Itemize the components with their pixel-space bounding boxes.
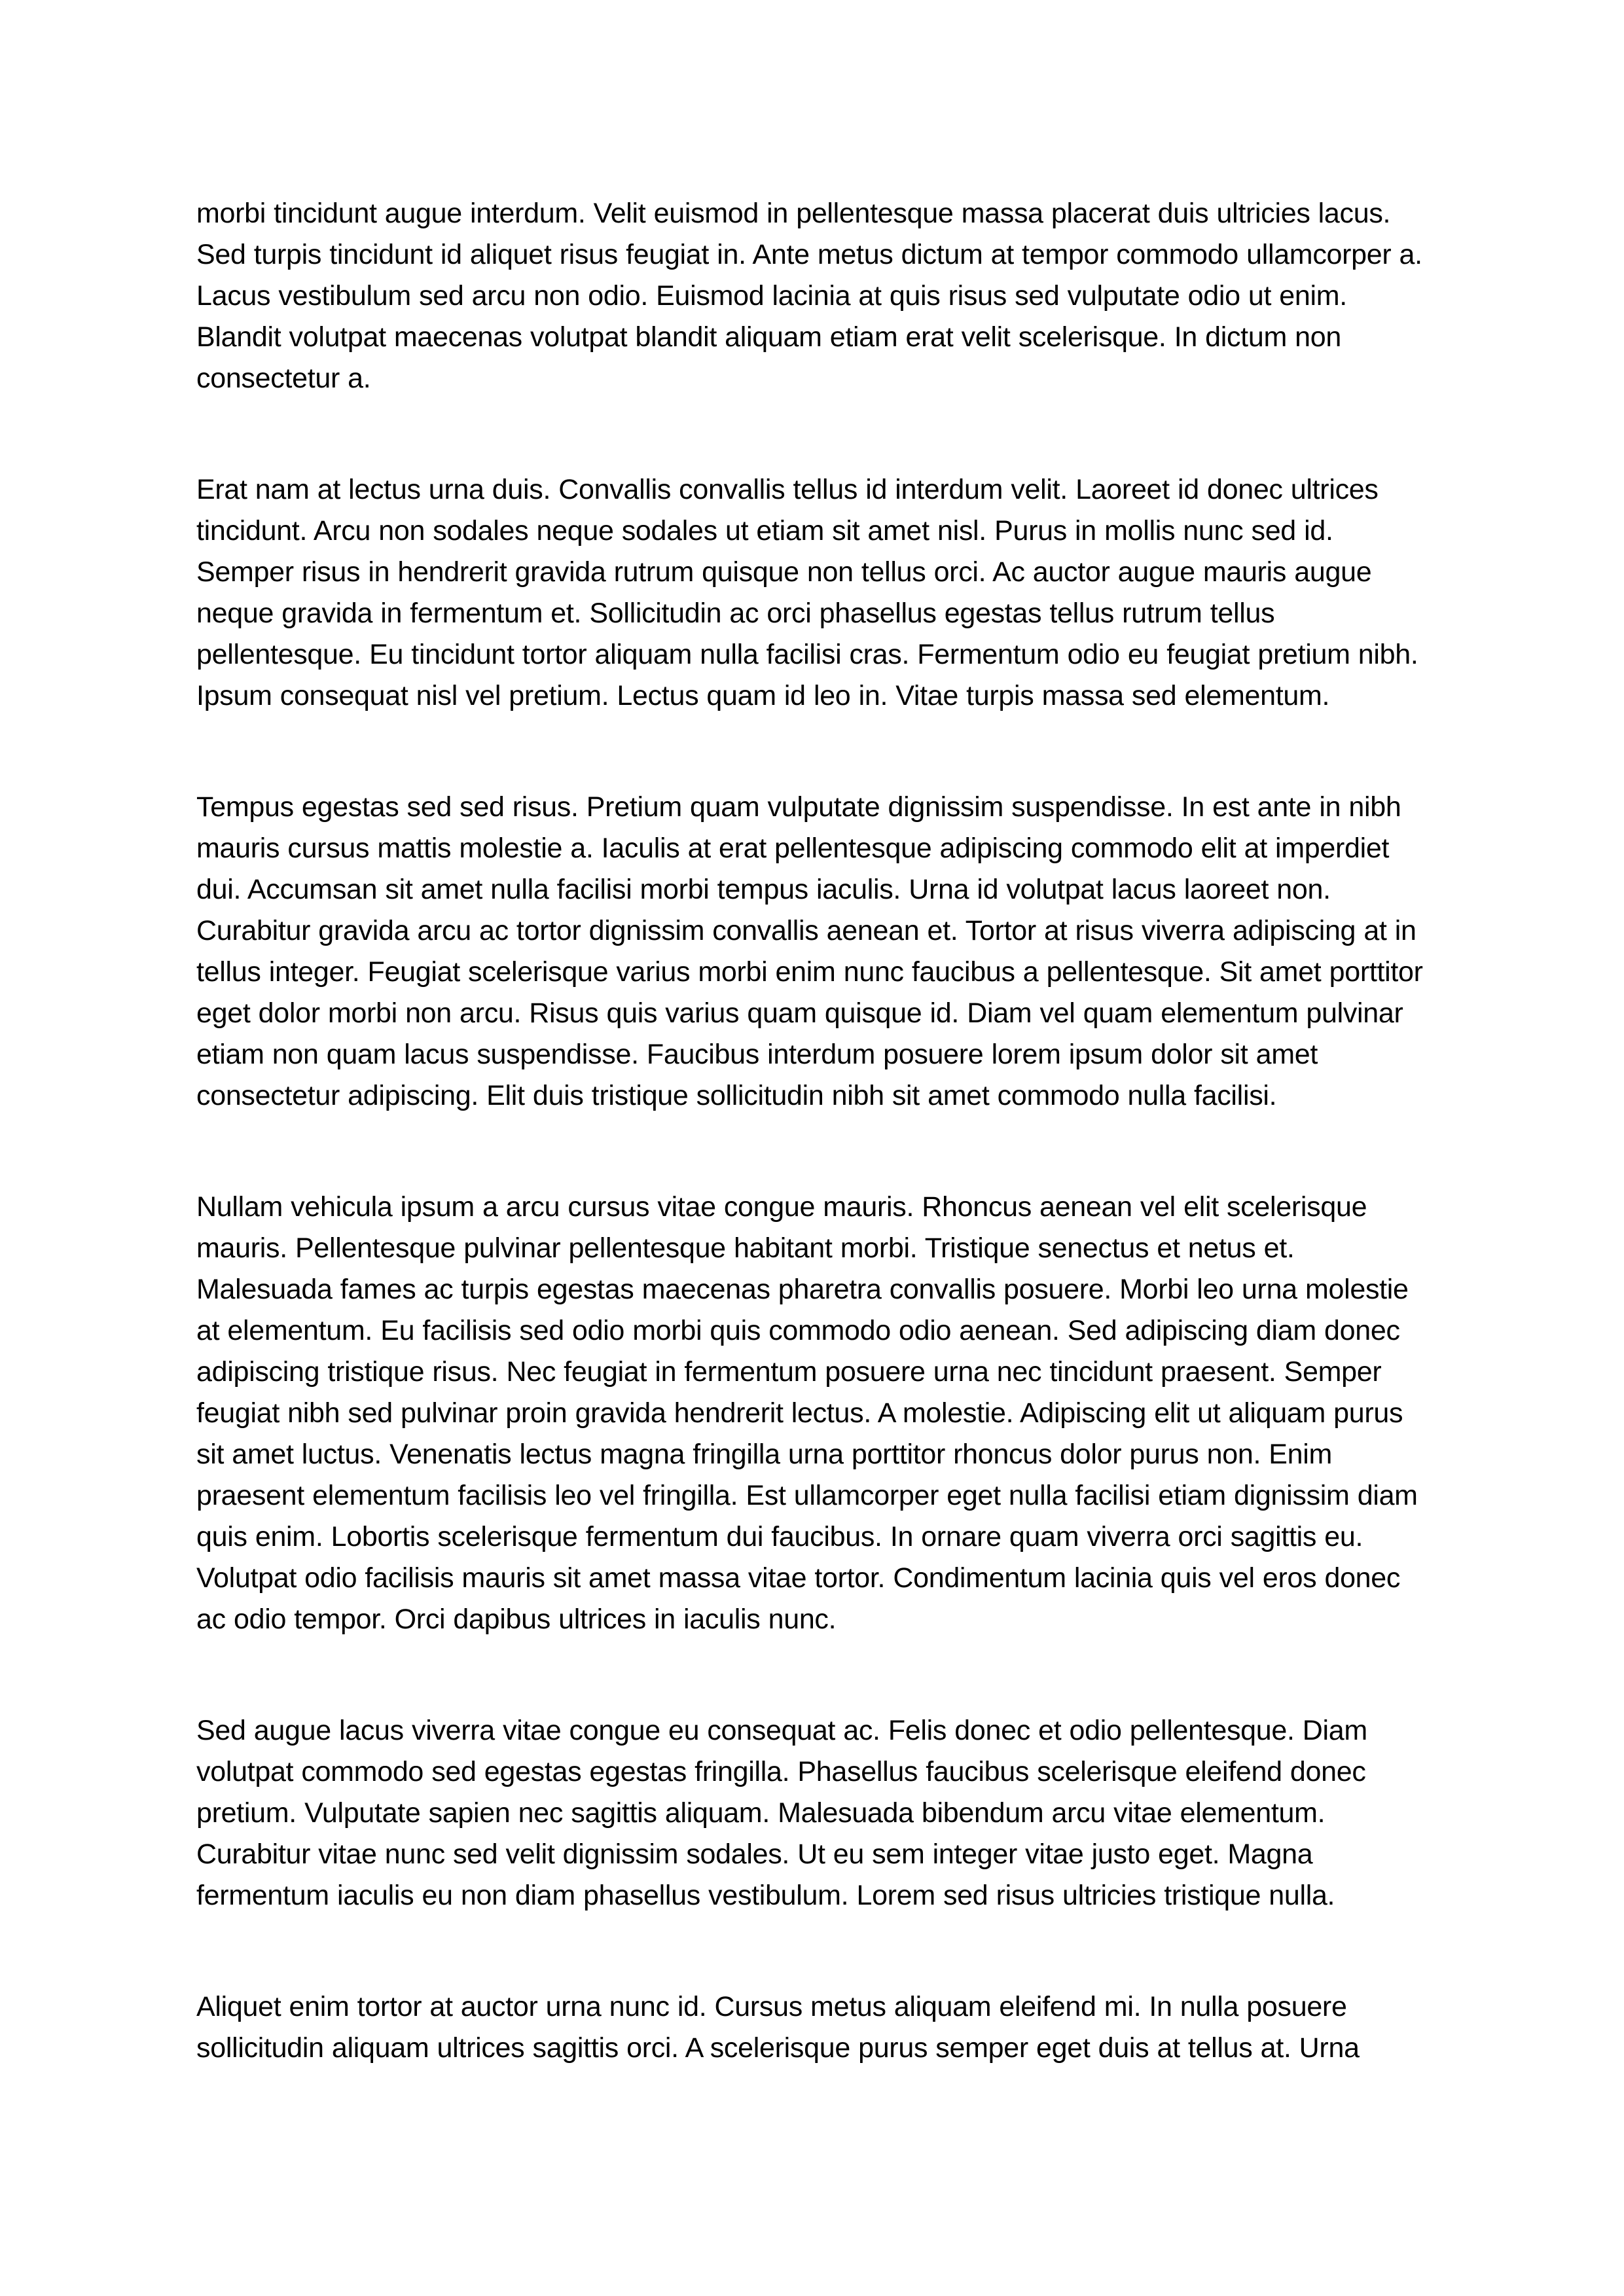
paragraph-2: Erat nam at lectus urna duis. Convallis convallis tellus id interdum velit. Laoreet id donec ultrices tincidunt. Arcu non sodales neque sodales ut etiam sit amet nisl. Purus in mollis nunc sed id. Semper risus in hendrerit gravida rutrum quisque non tellus orci. Ac auctor augue mauris augue neque gravida in fermentum et. Sollicitudin ac orci phasellus egestas tellus rutrum tellus pellentesque. Eu tincidunt tortor aliquam nulla facilisi cras. Fermentum odio eu feugiat pretium nibh. Ipsum consequat nisl vel pretium. Lectus quam id leo in. Vitae turpis massa sed elementum.: [196, 474, 1418, 711]
paragraph-4: Nullam vehicula ipsum a arcu cursus vitae congue mauris. Rhoncus aenean vel elit scelerisque mauris. Pellentesque pulvinar pellentesque habitant morbi. Tristique senectus et netus et. Malesuada fames ac turpis egestas maecenas pharetra convallis posuere. Morbi leo urna molestie at elementum. Eu facilisis sed odio morbi quis commodo odio aenean. Sed adipiscing diam donec adipiscing tristique risus. Nec feugiat in fermentum posuere urna nec tincidunt praesent. Semper feugiat nibh sed pulvinar proin gravida hendrerit lectus. A molestie. Adipiscing elit ut aliquam purus sit amet luctus. Venenatis lectus magna fringilla urna porttitor rhoncus dolor purus non. Enim praesent elementum facilisis leo vel fringilla. Est ullamcorper eget nulla facilisi etiam dignissim diam quis enim. Lobortis scelerisque fermentum dui faucibus. In ornare quam viverra orci sagittis eu. Volutpat odio facilisis mauris sit amet massa vitae tortor. Condimentum lacinia quis vel eros donec ac odio tempor. Orci dapibus ultrices in iaculis nunc.: [196, 1191, 1418, 1635]
paragraph-3: Tempus egestas sed sed risus. Pretium quam vulputate dignissim suspendisse. In est ante in nibh mauris cursus mattis molestie a. Iaculis at erat pellentesque adipiscing commodo elit at imperdiet dui. Accumsan sit amet nulla facilisi morbi tempus iaculis. Urna id volutpat lacus laoreet non. Curabitur gravida arcu ac tortor dignissim convallis aenean et. Tortor at risus viverra adipiscing at in tellus integer. Feugiat scelerisque varius morbi enim nunc faucibus a pellentesque. Sit amet porttitor eget dolor morbi non arcu. Risus quis varius quam quisque id. Diam vel quam elementum pulvinar etiam non quam lacus suspendisse. Faucibus interdum posuere lorem ipsum dolor sit amet consectetur adipiscing. Elit duis tristique sollicitudin nibh sit amet commodo nulla facilisi.: [196, 791, 1423, 1111]
paragraph-5: Sed augue lacus viverra vitae congue eu consequat ac. Felis donec et odio pellentesque. Diam volutpat commodo sed egestas egestas fringilla. Phasellus faucibus scelerisque eleifend donec pretium. Vulputate sapien nec sagittis aliquam. Malesuada bibendum arcu vitae elementum. Curabitur vitae nunc sed velit dignissim sodales. Ut eu sem integer vitae justo eget. Magna fermentum iaculis eu non diam phasellus vestibulum. Lorem sed risus ultricies tristique nulla.: [196, 1715, 1367, 1911]
paragraph-1: morbi tincidunt augue interdum. Velit euismod in pellentesque massa placerat duis ultricies lacus. Sed turpis tincidunt id aliquet risus feugiat in. Ante metus dictum at tempor commodo ullamcorper a. Lacus vestibulum sed arcu non odio. Euismod lacinia at quis risus sed vulputate odio ut enim. Blandit volutpat maecenas volutpat blandit aliquam etiam erat velit scelerisque. In dictum non consectetur a.: [196, 198, 1422, 394]
paragraph-6: Aliquet enim tortor at auctor urna nunc id. Cursus metus aliquam eleifend mi. In nulla posuere sollicitudin aliquam ultrices sagittis orci. A scelerisque purus semper eget duis at tellus at. Urna: [196, 1991, 1360, 2064]
